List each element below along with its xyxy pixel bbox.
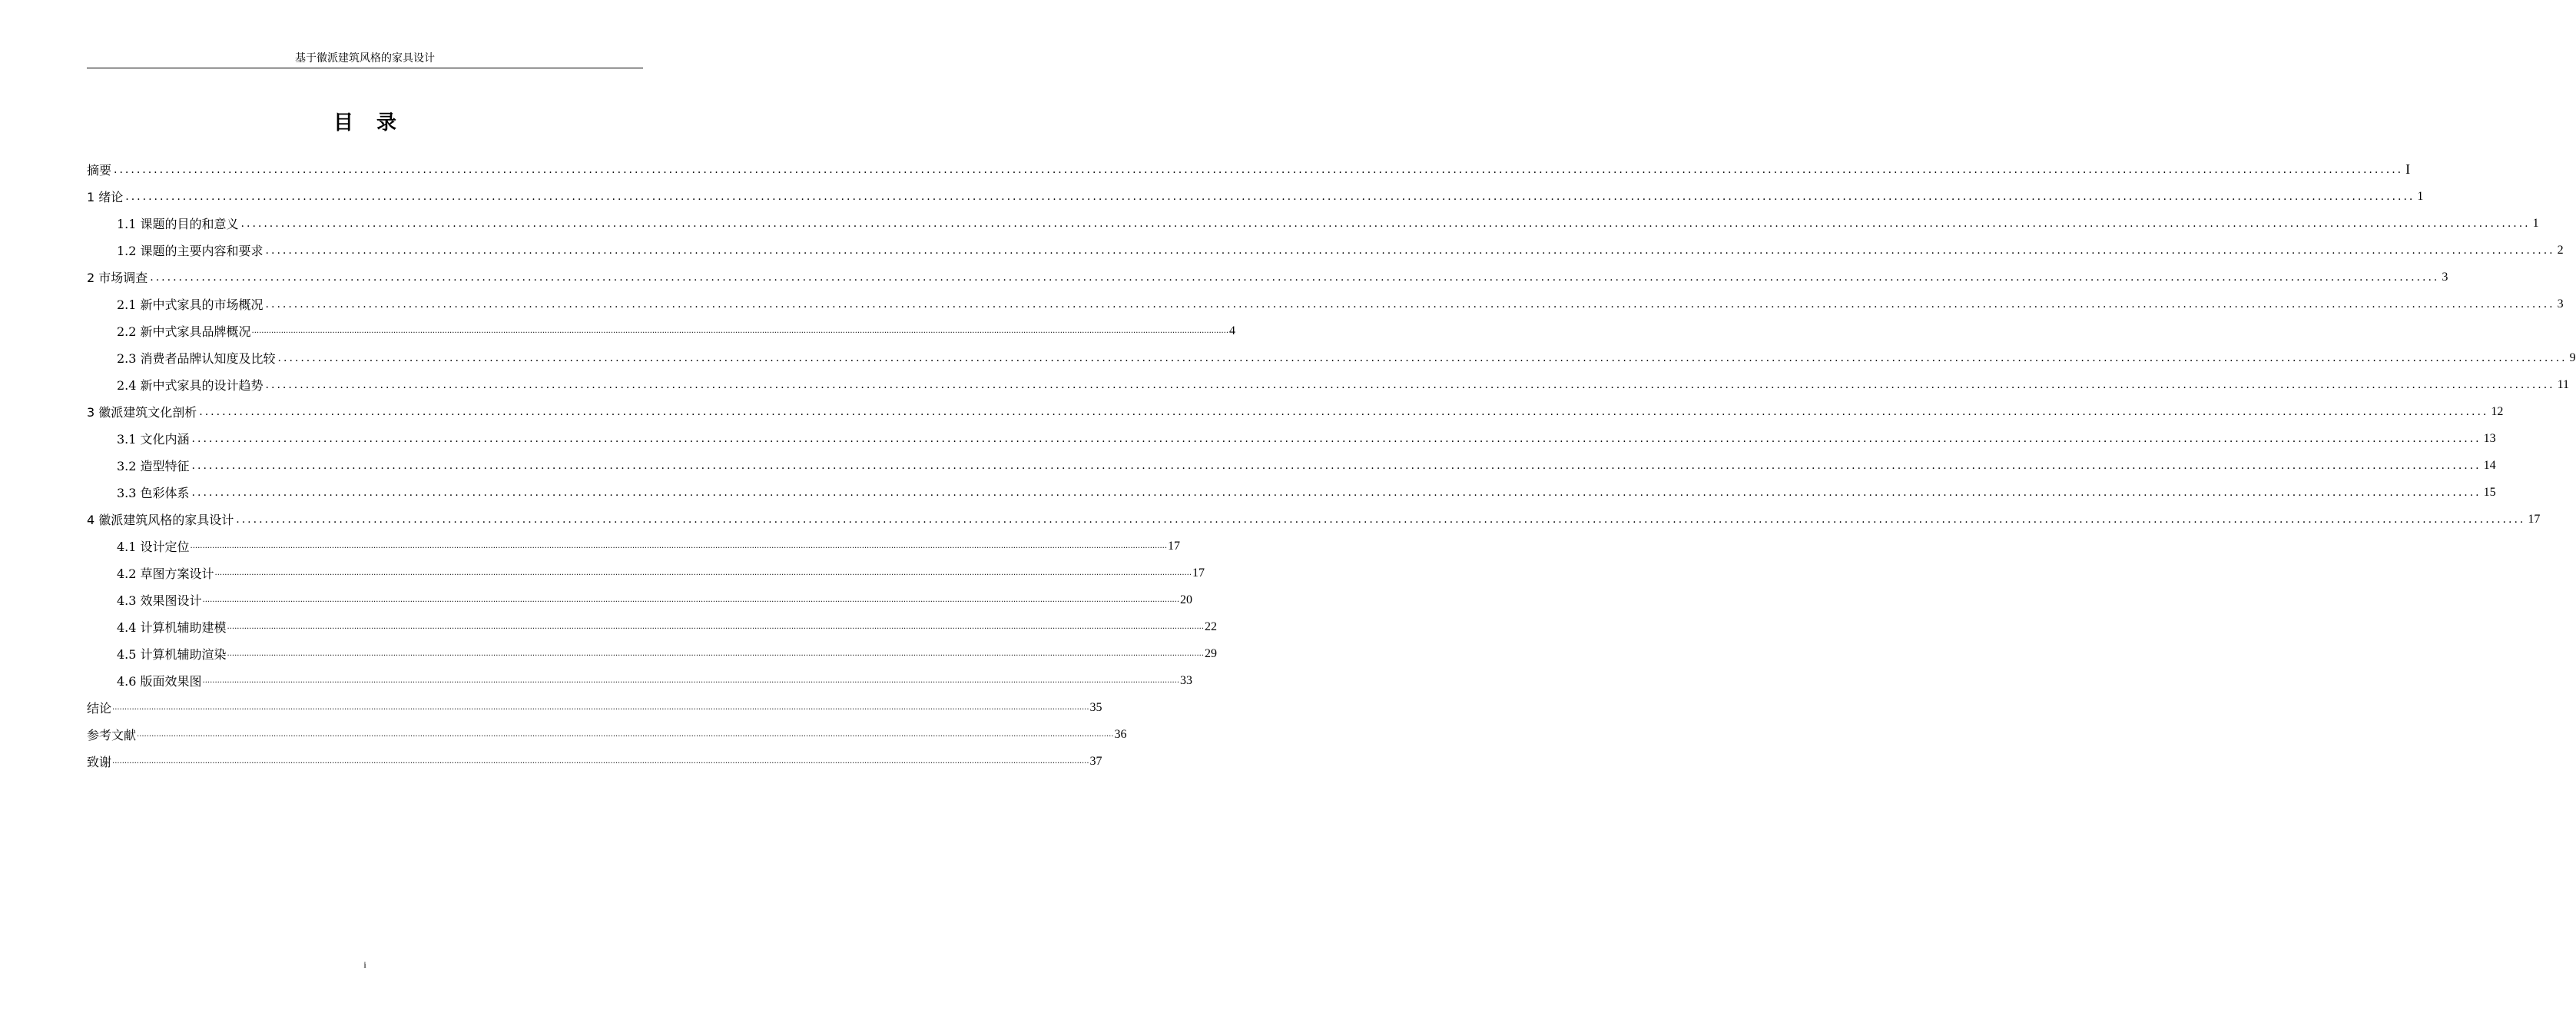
toc-dot-leader: ................................................................................................................................................................................................................................................................................................................................................................................................................ [150,271,2440,284]
toc-entry-page: 22 [1205,619,1218,633]
toc-entry-label: 4.5 计算机辅助渲染 [117,647,227,662]
toc-entry-label: 致谢 [87,755,112,769]
toc-entry[interactable] [87,560,1205,586]
page-header: 基于徽派建筑风格的家具设计 [295,52,435,65]
toc-dot-leader: ................................................................................................................................................................................................................................................................................................................................................................................................................ [240,217,2531,230]
toc-dot-leader: ................................................................................................................................................................................................................................................................................................................................................................................................................ [190,542,1168,550]
toc-entry-label: 3 徽派建筑文化剖析 [87,405,197,420]
toc-dot-leader: ................................................................................................................................................................................................................................................................................................................................................................................................................ [202,596,1180,604]
toc-dot-leader: ................................................................................................................................................................................................................................................................................................................................................................................................................ [277,351,2568,364]
toc-entry-page: 9 [2569,350,2576,364]
toc-title: 目录 [333,111,419,135]
toc-entry-page: 33 [1180,673,1193,687]
toc-entry-page: 35 [1089,700,1102,714]
toc-entry[interactable] [87,425,2496,452]
toc-entry-page: 29 [1205,646,1218,660]
toc-entry-label: 4.2 草图方案设计 [117,566,214,581]
toc-entry-page: 37 [1089,754,1102,768]
toc-dot-leader: ................................................................................................................................................................................................................................................................................................................................................................................................................ [112,703,1089,712]
toc-dot-leader: ................................................................................................................................................................................................................................................................................................................................................................................................................ [227,623,1205,631]
toc-entry[interactable] [87,479,2496,506]
toc-entry[interactable] [87,694,1102,721]
toc-entry[interactable] [87,586,1193,613]
toc-entry-label: 4.3 效果图设计 [117,593,202,608]
toc-entry[interactable] [87,264,2448,291]
toc-dot-leader: ................................................................................................................................................................................................................................................................................................................................................................................................................ [191,486,2482,499]
toc-entry-page: 12 [2491,404,2504,418]
toc-dot-leader: ................................................................................................................................................................................................................................................................................................................................................................................................................ [191,459,2482,472]
toc-entry-page: 17 [1192,566,1205,580]
toc-entry[interactable] [87,156,2411,183]
toc-entry[interactable] [87,344,2576,371]
toc-entry-page: 11 [2557,377,2570,391]
toc-dot-leader: ................................................................................................................................................................................................................................................................................................................................................................................................................ [137,730,1114,739]
toc-entry-label: 2 市场调查 [87,271,148,285]
toc-entry-page: 4 [1229,324,1236,337]
toc-entry[interactable] [87,640,1218,667]
toc-dot-leader: ................................................................................................................................................................................................................................................................................................................................................................................................................ [227,649,1205,658]
toc-entry-label: 3.2 造型特征 [117,459,190,473]
toc-entry-label: 4.6 版面效果图 [117,674,202,689]
toc-entry-label: 4.4 计算机辅助建模 [117,620,227,635]
toc-entry-label: 摘要 [87,163,112,178]
toc-entry-label: 2.3 消费者品牌认知度及比较 [117,351,276,366]
toc-entry[interactable] [87,291,2564,317]
toc-entry-page: 17 [2528,512,2541,526]
toc-entry[interactable] [87,613,1218,640]
toc-entry-page: 14 [2483,458,2496,472]
toc-entry-label: 4 徽派建筑风格的家具设计 [87,513,234,527]
toc-entry[interactable] [87,667,1193,694]
toc-entry-label: 1.1 课题的目的和意义 [117,217,239,231]
toc-entry-page: 1 [2532,216,2539,230]
toc-entry-page: 36 [1114,727,1127,741]
toc-dot-leader: ................................................................................................................................................................................................................................................................................................................................................................................................................ [214,569,1192,577]
toc-entry-label: 3.3 色彩体系 [117,486,190,500]
toc-entry[interactable] [87,748,1102,775]
toc-entry-label: 2.2 新中式家具品牌概况 [117,324,251,339]
toc-dot-leader: ................................................................................................................................................................................................................................................................................................................................................................................................................ [251,327,1229,335]
toc-dot-leader: ................................................................................................................................................................................................................................................................................................................................................................................................................ [114,163,2404,176]
footer-page-number: i [363,959,366,970]
toc-entry-label: 2.1 新中式家具的市场概况 [117,297,264,312]
toc-dot-leader: ................................................................................................................................................................................................................................................................................................................................................................................................................ [199,405,2489,418]
toc-entry-label: 2.4 新中式家具的设计趋势 [117,378,264,393]
toc-dot-leader: ................................................................................................................................................................................................................................................................................................................................................................................................................ [265,297,2555,311]
toc-dot-leader: ................................................................................................................................................................................................................................................................................................................................................................................................................ [112,757,1089,766]
toc-dot-leader: ................................................................................................................................................................................................................................................................................................................................................................................................................ [191,432,2482,445]
toc-entry[interactable] [87,533,1181,560]
toc-entry[interactable] [87,317,1236,344]
toc-dot-leader: ................................................................................................................................................................................................................................................................................................................................................................................................................ [125,190,2415,203]
toc-entry-page: 17 [1168,539,1181,553]
toc-entry-label: 4.1 设计定位 [117,540,190,554]
toc-entry[interactable] [87,721,1127,748]
toc-entry[interactable] [87,210,2539,237]
toc-entry-page: 3 [2442,270,2448,284]
toc-entry[interactable] [87,506,2541,533]
toc-entry-label: 1.2 课题的主要内容和要求 [117,244,264,258]
toc-entry[interactable] [87,452,2496,479]
toc-entry-label: 1 绪论 [87,190,124,204]
toc-entry-label: 结论 [87,701,112,716]
toc-entry-page: 15 [2483,485,2496,499]
toc-entry-page: I [2405,161,2411,177]
table-of-contents [87,156,2576,775]
toc-entry[interactable] [87,237,2564,264]
toc-entry-label: 参考文献 [87,728,137,742]
toc-dot-leader: ................................................................................................................................................................................................................................................................................................................................................................................................................ [202,676,1180,685]
toc-entry[interactable] [87,183,2424,210]
toc-dot-leader: ................................................................................................................................................................................................................................................................................................................................................................................................................ [236,513,2526,526]
toc-entry-page: 1 [2417,189,2424,203]
toc-entry[interactable] [87,398,2504,425]
toc-entry[interactable] [87,371,2570,398]
toc-dot-leader: ................................................................................................................................................................................................................................................................................................................................................................................................................ [265,244,2555,257]
toc-entry-page: 20 [1180,593,1193,606]
toc-dot-leader: ................................................................................................................................................................................................................................................................................................................................................................................................................ [265,378,2555,391]
toc-entry-page: 3 [2557,297,2564,311]
toc-entry-page: 13 [2483,431,2496,445]
toc-entry-label: 3.1 文化内涵 [117,432,190,447]
toc-entry-page: 2 [2557,243,2564,257]
